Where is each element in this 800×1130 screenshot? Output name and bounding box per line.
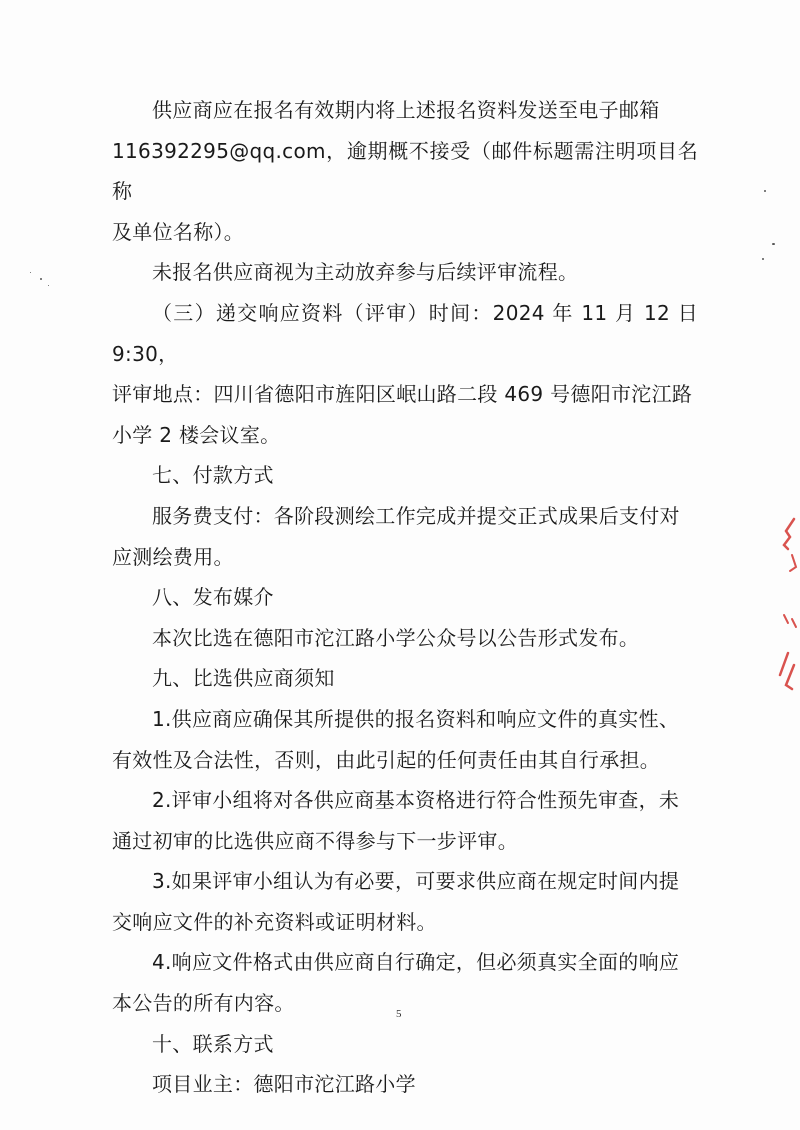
- text-line: 应测绘费用。: [112, 544, 234, 569]
- scan-speck: [30, 272, 31, 273]
- text-line: 2.评审小组将对各供应商基本资格进行符合性预先审查，未: [152, 788, 680, 813]
- text-line: 有效性及合法性，否则，由此引起的任何责任由其自行承担。: [112, 747, 661, 772]
- text-line: 1.供应商应确保其所提供的报名资料和响应文件的真实性、: [152, 706, 680, 731]
- document-body: [112, 90, 698, 1105]
- text-line: 交响应文件的补充资料或证明材料。: [112, 909, 437, 934]
- partial-seal-stamp: [764, 515, 800, 695]
- text-line: 本次比选在德阳市沱江路小学公众号以公告形式发布。: [152, 625, 640, 650]
- scan-speck: [772, 243, 775, 245]
- text-line: 服务费支付：各阶段测绘工作完成并提交正式成果后支付对: [152, 503, 680, 528]
- text-line: 116392295@qq.com，逾期概不接受（邮件标题需注明项目名称: [112, 138, 698, 204]
- text-line: 评审地点：四川省德阳市旌阳区岷山路二段 469 号德阳市沱江路: [112, 382, 693, 407]
- scan-speck: [40, 278, 42, 280]
- text-line: 项目业主：德阳市沱江路小学: [152, 1072, 416, 1097]
- scan-speck: [48, 285, 49, 286]
- scan-speck: [762, 258, 764, 260]
- text-line: 供应商应在报名有效期内将上述报名资料发送至电子邮箱: [152, 98, 660, 122]
- text-line: 通过初审的比选供应商不得参与下一步评审。: [112, 828, 518, 853]
- text-line: 本公告的所有内容。: [112, 991, 295, 1016]
- text-line: 八、发布媒介: [152, 585, 274, 610]
- text-line: 4.响应文件格式由供应商自行确定，但必须真实全面的响应: [152, 950, 680, 975]
- text-line: 及单位名称）。: [112, 219, 245, 244]
- text-line: 七、付款方式: [152, 463, 274, 488]
- text-line: 小学 2 楼会议室。: [112, 422, 281, 447]
- text-line: 3.如果评审小组认为有必要，可要求供应商在规定时间内提: [152, 869, 680, 894]
- text-line: 九、比选供应商须知: [152, 666, 335, 691]
- scan-speck: [764, 190, 766, 192]
- text-line: 未报名供应商视为主动放弃参与后续评审流程。: [152, 260, 579, 285]
- page-number: 5: [396, 1008, 402, 1020]
- text-line: 十、联系方式: [152, 1031, 274, 1056]
- text-line: （三）递交响应资料（评审）时间：2024 年 11 月 12 日 9:30，: [112, 300, 698, 366]
